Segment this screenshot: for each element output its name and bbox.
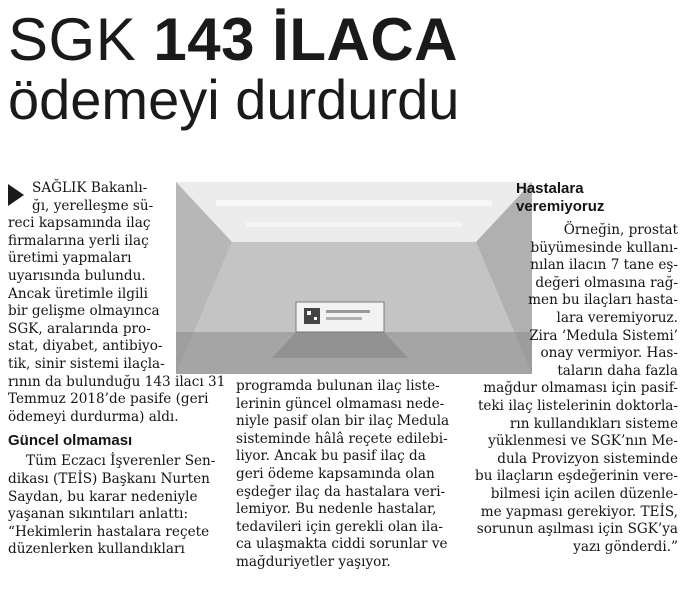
subhead-line-1: Hastalara xyxy=(516,180,584,197)
subhead-guncel: Güncel olmaması xyxy=(8,432,133,450)
column-2-line: sisteminde hâlâ reçete edilebi- xyxy=(236,430,448,447)
column-3-line: Örneğin, prostat xyxy=(563,222,678,238)
headline xyxy=(8,8,678,130)
headline-bold: 143 İLACA xyxy=(153,6,458,73)
column-2-line: eşdeğer ilaç da hastalara veri- xyxy=(236,483,446,500)
column-2-line: lerinin güncel olmaması nede- xyxy=(236,395,445,412)
column-2-line: tedavileri için gerekli olan ila- xyxy=(236,518,443,535)
column-1-line: Tüm Eczacı İşverenler Sen- xyxy=(26,453,216,470)
column-2-line: programda bulunan ilaç liste- xyxy=(236,378,440,394)
subhead-line-2: veremiyoruz xyxy=(516,198,605,215)
column-2-line: liyor. Ancak bu pasif ilaç da xyxy=(236,448,426,465)
column-2-line: mağduriyetler yaşıyor. xyxy=(236,553,391,570)
column-3-line: mağdur olmaması için pasif- xyxy=(483,380,678,397)
column-3-line: onay vermiyor. Has- xyxy=(540,345,678,362)
column-2-line: ca ulaşmakta ciddi sorunlar ve xyxy=(236,536,448,553)
column-2-line: geri ödeme kapsamında olan xyxy=(236,465,435,482)
column-3-line: me yapması gerekiyor. TEİS, xyxy=(480,503,678,520)
subhead-hastalara xyxy=(516,180,678,216)
column-3-line: değeri olmasına rağ- xyxy=(535,274,678,291)
column-1-line: stat, diyabet, antibiyo- xyxy=(8,338,163,355)
column-3-line: men bu ilaçları hasta- xyxy=(528,292,678,309)
column-1-line: yaşanan sıkıntıları anlattı: xyxy=(8,506,189,523)
column-1-line: reci kapsamında ilaç xyxy=(8,215,151,232)
column-1-line: bir gelişme olmayınca xyxy=(8,303,160,320)
column-3-line: taların daha fazla xyxy=(557,362,678,379)
column-1-line: Ancak üretimle ilgili xyxy=(8,285,148,302)
article-column-1 xyxy=(8,180,230,559)
column-3-line: bu ilaçların eşdeğerinin vere- xyxy=(475,468,678,485)
column-1-line: uyarısında bulundu. xyxy=(8,267,146,284)
column-3-line: bilmesi için acilen düzenle- xyxy=(490,485,678,502)
column-1-line: dikası (TEİS) Başkanı Nurten xyxy=(8,470,210,487)
column-3-line: dula Provizyon sisteminde xyxy=(497,450,678,467)
lead-arrow-icon xyxy=(8,184,24,206)
column-1-line: SGK, aralarında pro- xyxy=(8,320,151,337)
headline-regular: SGK xyxy=(8,6,154,73)
column-3-line: rın kullandıkları sisteme xyxy=(509,415,678,432)
column-3-line: nılan ilacın 7 tane eş- xyxy=(530,257,678,274)
column-1-line: tik, sinir sistemi ilaçla- xyxy=(8,355,165,372)
column-3-line: sorunun aşılması için SGK’ya xyxy=(476,521,678,538)
headline-line-2: ödemeyi durdurdu xyxy=(8,68,460,131)
column-1-line: üretimi yapmaları xyxy=(8,250,132,267)
column-1-line: ödemeyi durdurma) aldı. xyxy=(8,408,179,425)
column-1-line: “Hekimlerin hastalara reçete xyxy=(8,523,210,540)
column-3-line: yüklenmesi ve SGK’nın Me- xyxy=(488,433,678,450)
column-1-line: düzenlerken kullandıkları xyxy=(8,541,185,558)
column-1-line: rının da bulunduğu 143 ilacı 31 xyxy=(8,373,226,390)
column-3-line: yazı gönderdi.” xyxy=(573,538,678,555)
column-1-line: firmalarına yerli ilaç xyxy=(8,232,149,249)
column-3-line: Zira ‘Medula Sistemi’ xyxy=(529,327,678,344)
column-3-line: lara veremiyoruz. xyxy=(556,309,678,326)
column-2-line: niyle pasif olan bir ilaç Medula xyxy=(236,413,450,430)
headline-line-1 xyxy=(8,8,678,72)
column-3-line: teki ilaç listelerinin doktorla- xyxy=(477,397,678,414)
column-3-line: büyümesinde kullanı- xyxy=(530,239,678,256)
column-1-line: ğı, yerelleşme sü- xyxy=(32,197,154,214)
medicine-box xyxy=(296,302,384,332)
article-column-3 xyxy=(460,180,678,556)
column-1-line: Saydan, bu karar nedeniyle xyxy=(8,488,198,505)
column-1-line: SAĞLIK Bakanlı- xyxy=(32,180,148,196)
column-1-line: Temmuz 2018’de pasife (geri xyxy=(8,391,209,408)
column-2-line: lemiyor. Bu nedenle hastalar, xyxy=(236,501,437,518)
